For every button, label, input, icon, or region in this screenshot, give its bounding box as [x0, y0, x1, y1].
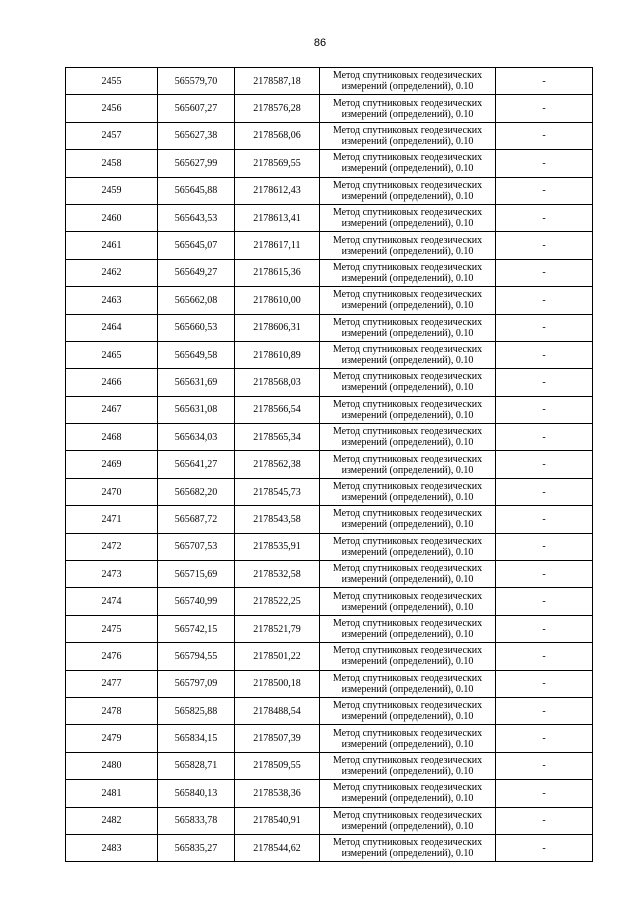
method-cell [320, 424, 496, 451]
table-row [66, 287, 593, 314]
method-cell [320, 369, 496, 396]
y-coordinate-cell: 2178587,18 [235, 68, 320, 95]
point-number-cell: 2469 [66, 451, 158, 478]
method-line-2: измерений (определений), 0.10 [341, 108, 474, 120]
y-coordinate-cell: 2178538,36 [235, 780, 320, 807]
method-line-1: Метод спутниковых геодезических [332, 809, 483, 821]
note-cell: - [496, 752, 593, 779]
y-coordinate-cell: 2178535,91 [235, 533, 320, 560]
table-row [66, 561, 593, 588]
note-cell: - [496, 670, 593, 697]
method-line-2: измерений (определений), 0.10 [341, 820, 474, 832]
method-line-1: Метод спутниковых геодезических [332, 508, 483, 520]
method-cell [320, 122, 496, 149]
table-row [66, 697, 593, 724]
method-line-2: измерений (определений), 0.10 [341, 300, 474, 312]
table-row [66, 122, 593, 149]
page-number: 86 [313, 37, 327, 49]
table-row [66, 643, 593, 670]
method-cell [320, 807, 496, 834]
note-cell: - [496, 780, 593, 807]
x-coordinate-cell: 565643,53 [158, 204, 235, 231]
method-line-1: Метод спутниковых геодезических [332, 672, 483, 684]
table-row [66, 615, 593, 642]
x-coordinate-cell: 565687,72 [158, 506, 235, 533]
point-number-cell: 2480 [66, 752, 158, 779]
method-line-1: Метод спутниковых геодезических [332, 618, 483, 629]
y-coordinate-cell: 2178509,55 [235, 752, 320, 779]
table-row [66, 68, 593, 95]
method-line-1: Метод спутниковых геодезических [332, 261, 483, 273]
point-number-cell: 2462 [66, 259, 158, 286]
note-cell: - [496, 68, 593, 95]
y-coordinate-cell: 2178576,28 [235, 95, 320, 122]
x-coordinate-cell: 565641,27 [158, 451, 235, 478]
y-coordinate-cell: 2178545,73 [235, 478, 320, 505]
note-cell: - [496, 643, 593, 670]
method-line-2: измерений (определений), 0.10 [341, 464, 474, 476]
method-line-2: измерений (определений), 0.10 [341, 519, 474, 531]
x-coordinate-cell: 565682,20 [158, 478, 235, 505]
note-cell: - [496, 95, 593, 122]
method-line-1: Метод спутниковых геодезических [332, 563, 483, 575]
method-line-2: измерений (определений), 0.10 [341, 135, 474, 147]
method-line-1: Метод спутниковых геодезических [332, 289, 483, 301]
point-number-cell: 2474 [66, 588, 158, 615]
table-body [66, 68, 593, 862]
point-number-cell: 2464 [66, 314, 158, 341]
method-line-2: измерений (определений), 0.10 [341, 327, 474, 339]
note-cell: - [496, 697, 593, 724]
table-row [66, 506, 593, 533]
table-row [66, 95, 593, 122]
x-coordinate-cell: 565634,03 [158, 424, 235, 451]
y-coordinate-cell: 2178617,11 [235, 232, 320, 259]
note-cell: - [496, 588, 593, 615]
note-cell: - [496, 725, 593, 752]
method-cell [320, 478, 496, 505]
method-line-2: измерений (определений), 0.10 [341, 409, 474, 421]
method-line-1: Метод спутниковых геодезических [332, 727, 483, 739]
note-cell: - [496, 232, 593, 259]
table-row [66, 424, 593, 451]
note-cell: - [496, 478, 593, 505]
x-coordinate-cell: 565579,70 [158, 68, 235, 95]
point-number-cell: 2456 [66, 95, 158, 122]
method-line-1: Метод спутниковых геодезических [332, 590, 483, 602]
point-number-cell: 2457 [66, 122, 158, 149]
method-cell [320, 259, 496, 286]
y-coordinate-cell: 2178507,39 [235, 725, 320, 752]
method-line-1: Метод спутниковых геодезических [332, 152, 483, 164]
note-cell: - [496, 451, 593, 478]
point-number-cell: 2465 [66, 341, 158, 368]
x-coordinate-cell: 565649,58 [158, 341, 235, 368]
method-line-2: измерений (определений), 0.10 [341, 81, 474, 93]
y-coordinate-cell: 2178613,41 [235, 204, 320, 231]
point-number-cell: 2479 [66, 725, 158, 752]
method-line-1: Метод спутниковых геодезических [332, 316, 483, 328]
method-line-1: Метод спутниковых геодезических [332, 481, 483, 493]
method-line-1: Метод спутниковых геодезических [332, 179, 483, 191]
point-number-cell: 2467 [66, 396, 158, 423]
x-coordinate-cell: 565627,38 [158, 122, 235, 149]
y-coordinate-cell: 2178521,79 [235, 615, 320, 642]
table-row [66, 396, 593, 423]
method-cell [320, 314, 496, 341]
x-coordinate-cell: 565794,55 [158, 643, 235, 670]
table-row [66, 204, 593, 231]
method-line-1: Метод спутниковых геодезических [332, 70, 483, 82]
method-cell [320, 588, 496, 615]
method-line-1: Метод спутниковых геодезических [332, 371, 483, 383]
point-number-cell: 2460 [66, 204, 158, 231]
y-coordinate-cell: 2178544,62 [235, 834, 320, 861]
y-coordinate-cell: 2178565,34 [235, 424, 320, 451]
x-coordinate-cell: 565740,99 [158, 588, 235, 615]
table-row [66, 588, 593, 615]
y-coordinate-cell: 2178543,58 [235, 506, 320, 533]
method-line-1: Метод спутниковых геодезических [332, 535, 483, 547]
method-cell [320, 341, 496, 368]
y-coordinate-cell: 2178488,54 [235, 697, 320, 724]
coordinates-table [65, 67, 593, 862]
method-cell [320, 780, 496, 807]
y-coordinate-cell: 2178540,91 [235, 807, 320, 834]
point-number-cell: 2477 [66, 670, 158, 697]
point-number-cell: 2473 [66, 561, 158, 588]
table-row [66, 451, 593, 478]
method-line-2: измерений (определений), 0.10 [341, 163, 474, 175]
x-coordinate-cell: 565835,27 [158, 834, 235, 861]
point-number-cell: 2478 [66, 697, 158, 724]
note-cell: - [496, 807, 593, 834]
method-line-2: измерений (определений), 0.10 [341, 492, 474, 504]
method-line-2: измерений (определений), 0.10 [341, 848, 474, 860]
method-line-2: измерений (определений), 0.10 [341, 793, 474, 805]
x-coordinate-cell: 565834,15 [158, 725, 235, 752]
method-line-1: Метод спутниковых геодезических [332, 754, 483, 766]
table-row [66, 478, 593, 505]
method-cell [320, 725, 496, 752]
y-coordinate-cell: 2178610,00 [235, 287, 320, 314]
method-line-2: измерений (определений), 0.10 [341, 190, 474, 202]
method-line-2: измерений (определений), 0.10 [341, 437, 474, 449]
point-number-cell: 2482 [66, 807, 158, 834]
note-cell: - [496, 341, 593, 368]
point-number-cell: 2461 [66, 232, 158, 259]
method-line-2: измерений (определений), 0.10 [341, 629, 474, 640]
table-row [66, 533, 593, 560]
x-coordinate-cell: 565825,88 [158, 697, 235, 724]
method-line-2: измерений (определений), 0.10 [341, 683, 474, 695]
note-cell: - [496, 424, 593, 451]
point-number-cell: 2470 [66, 478, 158, 505]
method-line-2: измерений (определений), 0.10 [341, 738, 474, 750]
method-line-1: Метод спутниковых геодезических [332, 398, 483, 410]
x-coordinate-cell: 565631,69 [158, 369, 235, 396]
table-row [66, 369, 593, 396]
point-number-cell: 2458 [66, 150, 158, 177]
x-coordinate-cell: 565797,09 [158, 670, 235, 697]
method-line-1: Метод спутниковых геодезических [332, 453, 483, 465]
method-cell [320, 150, 496, 177]
y-coordinate-cell: 2178568,06 [235, 122, 320, 149]
method-cell [320, 177, 496, 204]
method-line-1: Метод спутниковых геодезических [332, 344, 483, 356]
table-row [66, 725, 593, 752]
method-line-1: Метод спутниковых геодезических [332, 97, 483, 109]
x-coordinate-cell: 565660,53 [158, 314, 235, 341]
method-cell [320, 451, 496, 478]
method-line-2: измерений (определений), 0.10 [341, 382, 474, 394]
method-line-1: Метод спутниковых геодезических [332, 782, 483, 794]
point-number-cell: 2471 [66, 506, 158, 533]
table-row [66, 752, 593, 779]
method-line-2: измерений (определений), 0.10 [341, 546, 474, 558]
y-coordinate-cell: 2178501,22 [235, 643, 320, 670]
y-coordinate-cell: 2178615,36 [235, 259, 320, 286]
method-line-2: измерений (определений), 0.10 [341, 245, 474, 257]
method-line-2: измерений (определений), 0.10 [341, 574, 474, 586]
x-coordinate-cell: 565833,78 [158, 807, 235, 834]
table-row [66, 314, 593, 341]
method-line-1: Метод спутниковых геодезических [332, 700, 483, 712]
note-cell: - [496, 506, 593, 533]
table-row [66, 341, 593, 368]
note-cell: - [496, 287, 593, 314]
table-row [66, 834, 593, 861]
y-coordinate-cell: 2178610,89 [235, 341, 320, 368]
y-coordinate-cell: 2178562,38 [235, 451, 320, 478]
method-line-1: Метод спутниковых геодезических [332, 837, 483, 849]
method-line-1: Метод спутниковых геодезических [332, 426, 483, 438]
method-cell [320, 615, 496, 642]
y-coordinate-cell: 2178568,03 [235, 369, 320, 396]
method-cell [320, 506, 496, 533]
note-cell: - [496, 533, 593, 560]
point-number-cell: 2475 [66, 615, 158, 642]
table-row [66, 232, 593, 259]
method-line-2: измерений (определений), 0.10 [341, 355, 474, 367]
point-number-cell: 2459 [66, 177, 158, 204]
table-row [66, 259, 593, 286]
table-row [66, 150, 593, 177]
method-line-2: измерений (определений), 0.10 [341, 765, 474, 777]
note-cell: - [496, 834, 593, 861]
x-coordinate-cell: 565607,27 [158, 95, 235, 122]
note-cell: - [496, 150, 593, 177]
method-cell [320, 561, 496, 588]
x-coordinate-cell: 565840,13 [158, 780, 235, 807]
method-cell [320, 643, 496, 670]
method-cell [320, 670, 496, 697]
method-line-2: измерений (определений), 0.10 [341, 218, 474, 230]
method-line-1: Метод спутниковых геодезических [332, 645, 483, 657]
note-cell: - [496, 204, 593, 231]
x-coordinate-cell: 565715,69 [158, 561, 235, 588]
note-cell: - [496, 259, 593, 286]
note-cell: - [496, 177, 593, 204]
method-line-2: измерений (определений), 0.10 [341, 711, 474, 723]
y-coordinate-cell: 2178532,58 [235, 561, 320, 588]
method-cell [320, 697, 496, 724]
y-coordinate-cell: 2178500,18 [235, 670, 320, 697]
method-cell [320, 834, 496, 861]
y-coordinate-cell: 2178569,55 [235, 150, 320, 177]
point-number-cell: 2463 [66, 287, 158, 314]
method-line-2: измерений (определений), 0.10 [341, 656, 474, 668]
table-row [66, 780, 593, 807]
table-row [66, 807, 593, 834]
method-cell [320, 95, 496, 122]
note-cell: - [496, 561, 593, 588]
point-number-cell: 2472 [66, 533, 158, 560]
point-number-cell: 2466 [66, 369, 158, 396]
note-cell: - [496, 369, 593, 396]
method-line-2: измерений (определений), 0.10 [341, 272, 474, 284]
x-coordinate-cell: 565828,71 [158, 752, 235, 779]
x-coordinate-cell: 565662,08 [158, 287, 235, 314]
point-number-cell: 2468 [66, 424, 158, 451]
method-cell [320, 204, 496, 231]
method-cell [320, 287, 496, 314]
method-line-1: Метод спутниковых геодезических [332, 234, 483, 246]
note-cell: - [496, 314, 593, 341]
y-coordinate-cell: 2178566,54 [235, 396, 320, 423]
point-number-cell: 2481 [66, 780, 158, 807]
y-coordinate-cell: 2178612,43 [235, 177, 320, 204]
note-cell: - [496, 615, 593, 642]
method-cell [320, 396, 496, 423]
table-row [66, 670, 593, 697]
point-number-cell: 2455 [66, 68, 158, 95]
x-coordinate-cell: 565707,53 [158, 533, 235, 560]
method-line-2: измерений (определений), 0.10 [341, 601, 474, 613]
x-coordinate-cell: 565742,15 [158, 615, 235, 642]
point-number-cell: 2483 [66, 834, 158, 861]
y-coordinate-cell: 2178522,25 [235, 588, 320, 615]
method-cell [320, 68, 496, 95]
note-cell: - [496, 122, 593, 149]
x-coordinate-cell: 565645,88 [158, 177, 235, 204]
point-number-cell: 2476 [66, 643, 158, 670]
note-cell: - [496, 396, 593, 423]
method-line-1: Метод спутниковых геодезических [332, 207, 483, 219]
x-coordinate-cell: 565631,08 [158, 396, 235, 423]
method-cell [320, 752, 496, 779]
x-coordinate-cell: 565627,99 [158, 150, 235, 177]
x-coordinate-cell: 565645,07 [158, 232, 235, 259]
method-cell [320, 232, 496, 259]
x-coordinate-cell: 565649,27 [158, 259, 235, 286]
method-cell [320, 533, 496, 560]
table-row [66, 177, 593, 204]
y-coordinate-cell: 2178606,31 [235, 314, 320, 341]
method-line-1: Метод спутниковых геодезических [332, 124, 483, 136]
